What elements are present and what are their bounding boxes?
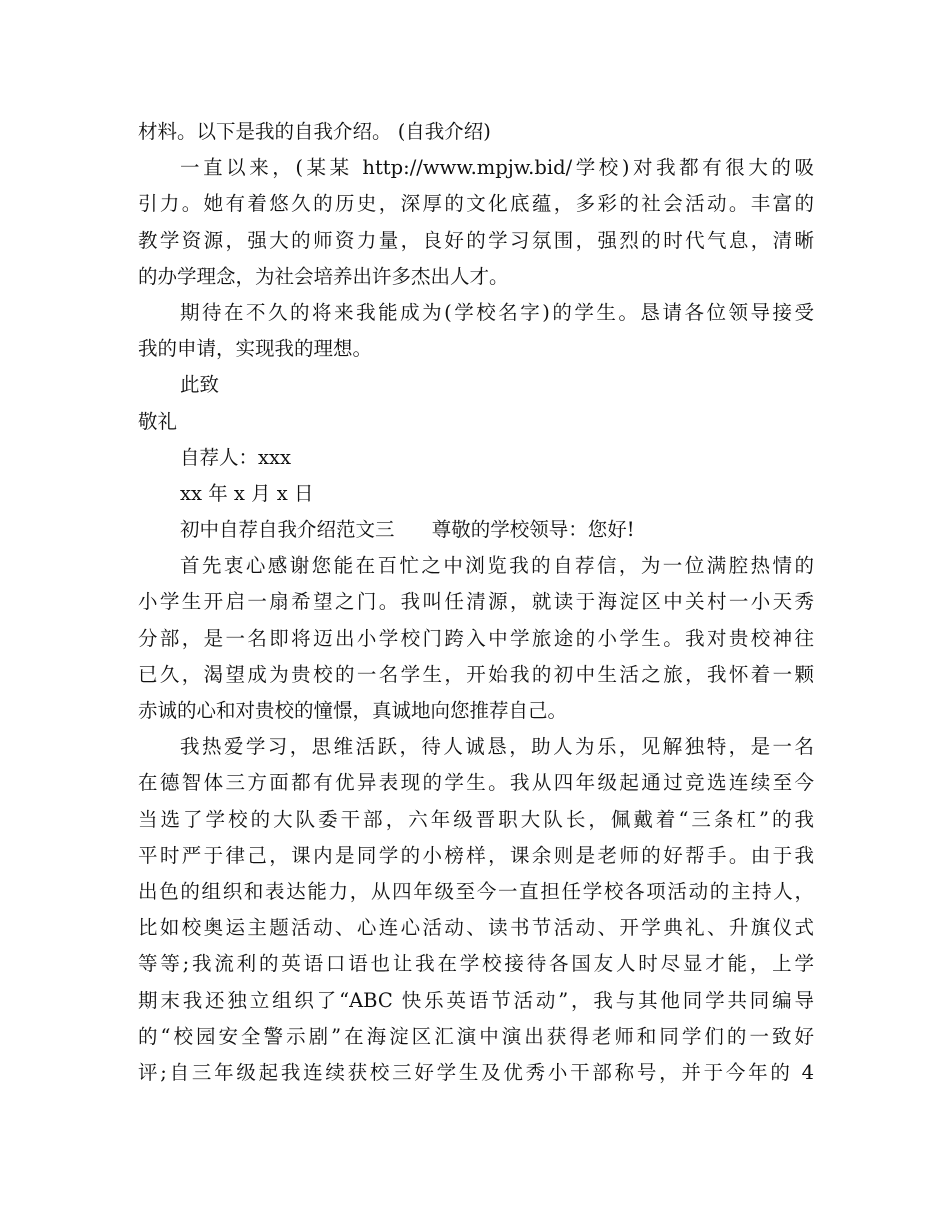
text-line: 一直以来，(某某 http://www.mpjw.bid/学校)对我都有很大的吸 xyxy=(180,156,814,180)
text-line: 材料。以下是我的自我介绍。 (自我介绍) xyxy=(138,120,491,143)
text-line: 我热爱学习，思维活跃，待人诚恳，助人为乐，见解独特，是一名 xyxy=(180,735,814,759)
text-line: 首先衷心感谢您能在百忙之中浏览我的自荐信，为一位满腔热情的 xyxy=(180,554,814,578)
text-line: 敬礼 xyxy=(138,409,178,433)
text-line: 在德智体三方面都有优异表现的学生。我从四年级起通过竞选连续至今 xyxy=(138,771,814,795)
text-line: 的“校园安全警示剧”在海淀区汇演中演出获得老师和同学们的一致好 xyxy=(138,1024,814,1048)
text-line: 的办学理念，为社会培养出许多杰出人才。 xyxy=(138,264,509,288)
document-page xyxy=(138,114,814,1091)
text-line: 平时严于律己，课内是同学的小榜样，课余则是老师的好帮手。由于我 xyxy=(138,843,814,867)
text-line: 已久，渴望成为贵校的一名学生，开始我的初中生活之旅，我怀着一颗 xyxy=(138,662,814,686)
text-line: 当选了学校的大队委干部，六年级晋职大队长，佩戴着“三条杠”的我 xyxy=(138,807,814,831)
text-line: 引力。她有着悠久的历史，深厚的文化底蕴，多彩的社会活动。丰富的 xyxy=(138,192,814,216)
text-line: 出色的组织和表达能力，从四年级至今一直担任学校各项活动的主持人， xyxy=(138,879,814,903)
text-line: 期待在不久的将来我能成为(学校名字)的学生。恳请各位领导接受 xyxy=(180,300,814,324)
text-line: 评;自三年级起我连续获校三好学生及优秀小干部称号，并于今年的 4 xyxy=(138,1060,814,1084)
text-line: 小学生开启一扇希望之门。我叫任清源，就读于海淀区中关村一小天秀 xyxy=(138,590,814,614)
text-line: 等等;我流利的英语口语也让我在学校接待各国友人时尽显才能，上学 xyxy=(138,952,814,976)
text-line: 教学资源，强大的师资力量，良好的学习氛围，强烈的时代气息，清晰 xyxy=(138,228,814,252)
section-heading: 初中自荐自我介绍范文三 尊敬的学校领导：您好! xyxy=(180,518,635,542)
text-line: 此致 xyxy=(180,373,220,397)
text-line: xx 年 x 月 x 日 xyxy=(180,481,314,505)
text-line: 比如校奥运主题活动、心连心活动、读书节活动、开学典礼、升旗仪式 xyxy=(138,916,814,940)
text-line: 分部，是一名即将迈出小学校门跨入中学旅途的小学生。我对贵校神往 xyxy=(138,626,814,650)
text-line: 期末我还独立组织了“ABC 快乐英语节活动”，我与其他同学共同编导 xyxy=(138,988,814,1012)
text-line: 我的申请，实现我的理想。 xyxy=(138,337,373,361)
text-line: 自荐人：xxx xyxy=(180,445,291,469)
text-line: 赤诚的心和对贵校的憧憬，真诚地向您推荐自己。 xyxy=(138,699,568,722)
